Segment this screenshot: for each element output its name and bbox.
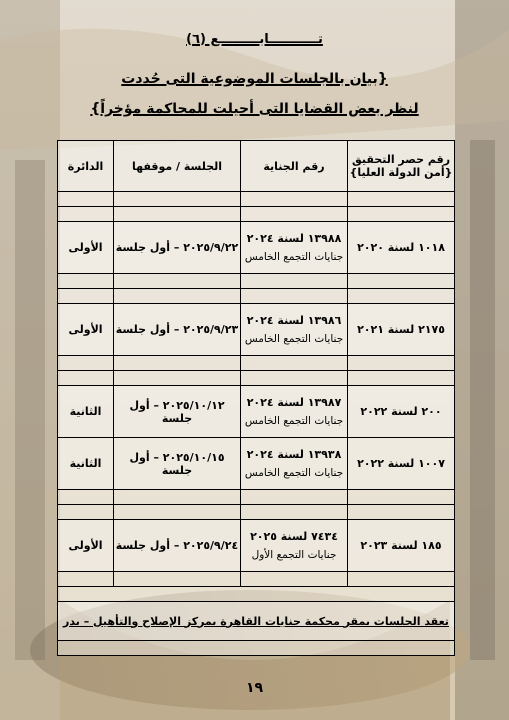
- spacer-row: [58, 192, 455, 207]
- table-row: [58, 304, 455, 356]
- inquiry-cell: ٢٠٠ لسنة ٢٠٢٢: [348, 386, 455, 438]
- case-cell: ١٣٩٨٦ لسنة ٢٠٢٤ جنايات التجمع الخامس: [241, 304, 348, 356]
- footer-note: تعقد الجلسات بمقر محكمة جنايات القاهرة بمركز الإصلاح والتأهيل – بدر: [58, 602, 455, 641]
- spacer-row: [58, 371, 455, 386]
- title-line-2: لنظر بعض القضايا التى أحيلت للمحاكمة مؤخراً}: [90, 101, 419, 117]
- inquiry-cell: ١٨٥ لسنة ٢٠٢٣: [348, 520, 455, 572]
- column-header-inquiry: رقم حصر التحقيق {أمن الدولة العليا}: [348, 141, 455, 192]
- spacer-row: [58, 289, 455, 304]
- table-row: [58, 438, 455, 490]
- column-header-session: الجلسة / موقفها: [114, 141, 241, 192]
- table-footer-row: [58, 602, 455, 641]
- inquiry-cell: ٢١٧٥ لسنة ٢٠٢١: [348, 304, 455, 356]
- session-cell: ٢٠٢٥/٩/٢٢ – أول جلسة: [114, 222, 241, 274]
- circuit-cell: الثانية: [58, 386, 114, 438]
- case-cell: ١٣٩٣٨ لسنة ٢٠٢٤ جنايات التجمع الخامس: [241, 438, 348, 490]
- table-header-row: [58, 141, 455, 192]
- circuit-cell: الأولى: [58, 304, 114, 356]
- spacer-row: [58, 207, 455, 222]
- sessions-table: [57, 140, 455, 656]
- session-cell: ٢٠٢٥/١٠/١٢ – أول جلسة: [114, 386, 241, 438]
- inquiry-cell: ١٠٠٧ لسنة ٢٠٢٢: [348, 438, 455, 490]
- spacer-row: [58, 641, 455, 656]
- inquiry-cell: ١٠١٨ لسنة ٢٠٢٠: [348, 222, 455, 274]
- case-cell: ١٣٩٨٨ لسنة ٢٠٢٤ جنايات التجمع الخامس: [241, 222, 348, 274]
- spacer-row: [58, 274, 455, 289]
- spacer-row: [58, 572, 455, 587]
- spacer-row: [58, 505, 455, 520]
- table-row: [58, 520, 455, 572]
- title-line-1: {بيان بالجلسات الموضوعية التى حُددت: [121, 71, 388, 87]
- spacer-row: [58, 356, 455, 371]
- column-header-case: رقم الجناية: [241, 141, 348, 192]
- session-cell: ٢٠٢٥/٩/٢٤ – أول جلسة: [114, 520, 241, 572]
- case-cell: ١٣٩٨٧ لسنة ٢٠٢٤ جنايات التجمع الخامس: [241, 386, 348, 438]
- table-row: [58, 386, 455, 438]
- page-number: ١٩: [245, 680, 264, 696]
- session-cell: ٢٠٢٥/١٠/١٥ – أول جلسة: [114, 438, 241, 490]
- session-cell: ٢٠٢٥/٩/٢٣ – أول جلسة: [114, 304, 241, 356]
- case-cell: ٧٤٣٤ لسنة ٢٠٢٥ جنايات التجمع الأول: [241, 520, 348, 572]
- continued-heading: تـــــــــــابـــــــــع (٦): [186, 32, 323, 47]
- column-header-circuit: الدائرة: [58, 141, 114, 192]
- spacer-row: [58, 587, 455, 602]
- circuit-cell: الثانية: [58, 438, 114, 490]
- spacer-row: [58, 490, 455, 505]
- circuit-cell: الأولى: [58, 520, 114, 572]
- table-row: [58, 222, 455, 274]
- circuit-cell: الأولى: [58, 222, 114, 274]
